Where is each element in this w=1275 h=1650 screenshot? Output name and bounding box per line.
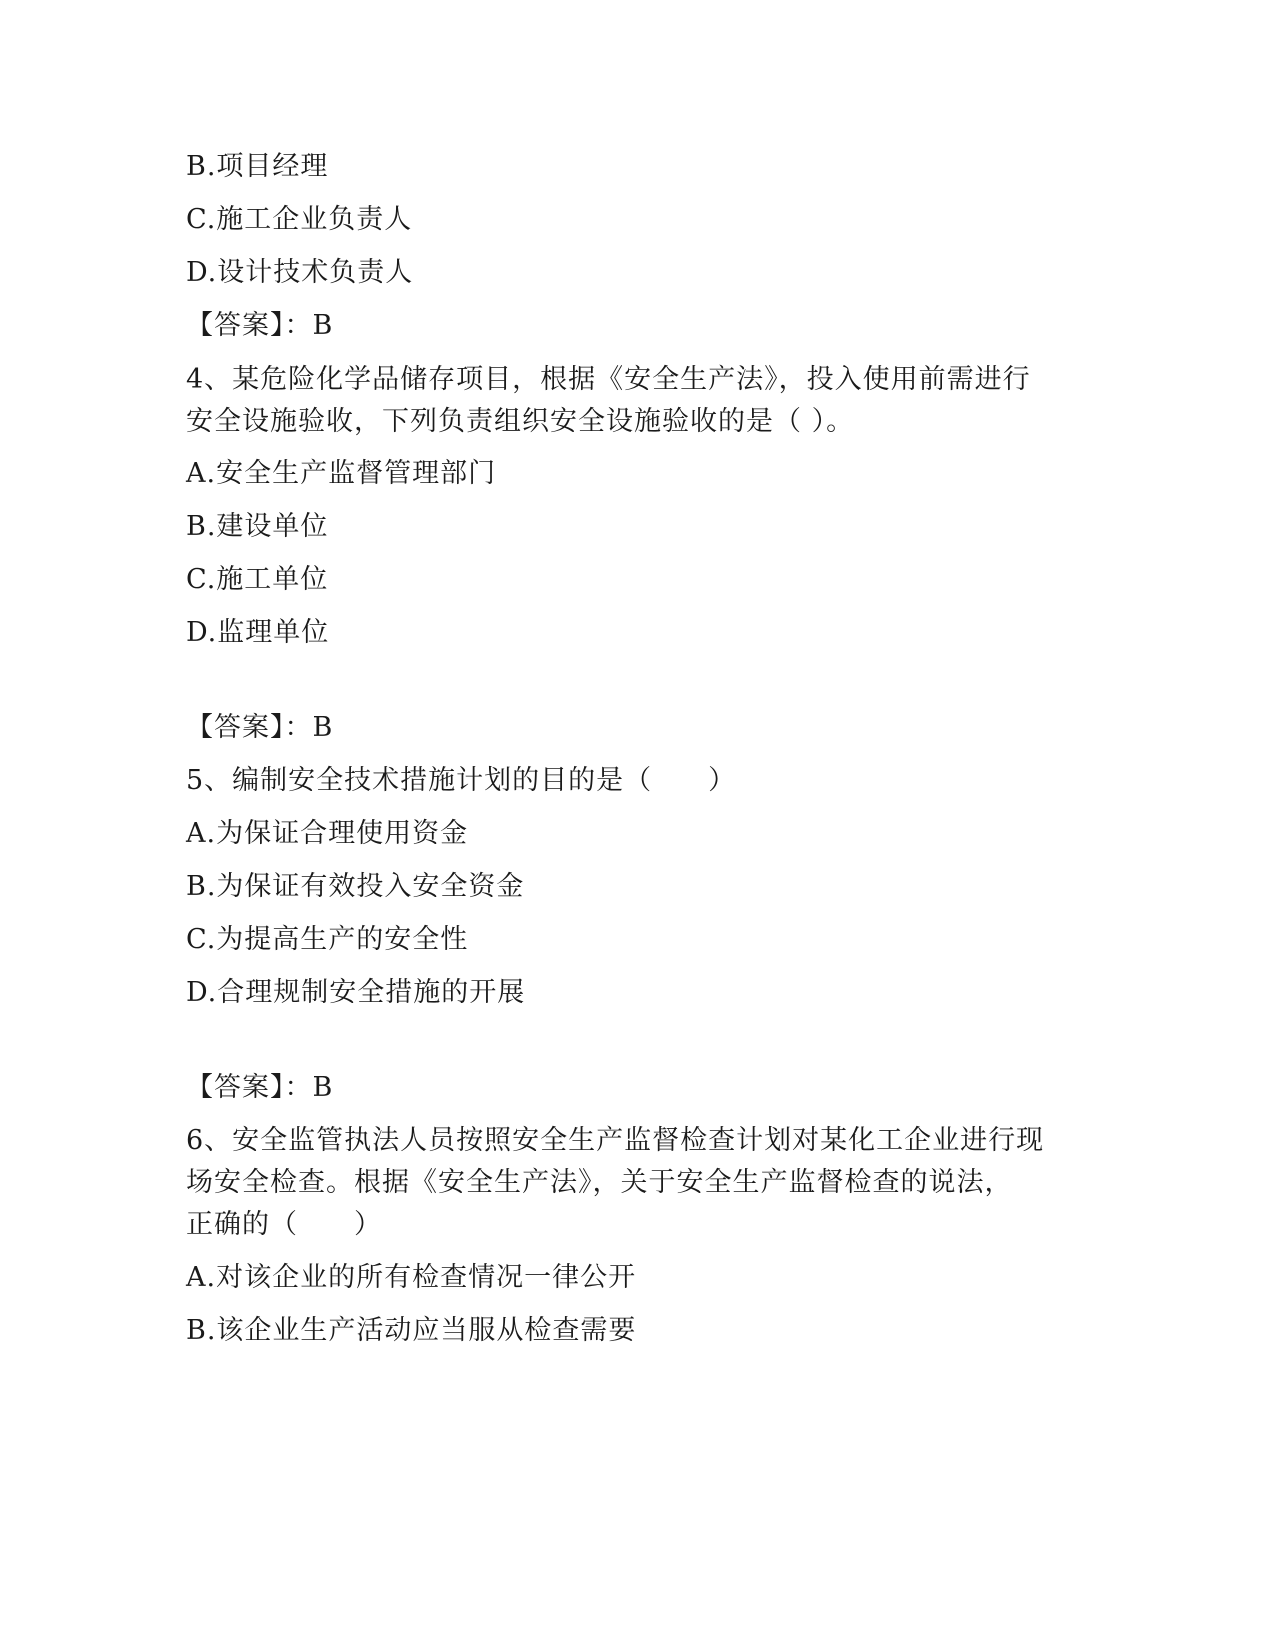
q4-option-a: A.安全生产监督管理部门 bbox=[186, 458, 497, 489]
q5-option-b: B.为保证有效投入安全资金 bbox=[186, 871, 525, 902]
q4-option-c: C.施工单位 bbox=[186, 564, 329, 595]
q5-option-d: D.合理规制安全措施的开展 bbox=[186, 977, 526, 1008]
q3-option-c: C.施工企业负责人 bbox=[186, 204, 413, 235]
q4-question-line-2: 安全设施验收，下列负责组织安全设施验收的是（ ）。 bbox=[186, 406, 855, 437]
q5-question: 5、编制安全技术措施计划的目的是（ ） bbox=[186, 765, 737, 796]
q6-question-line-3: 正确的（ ） bbox=[186, 1209, 382, 1240]
q4-option-b: B.建设单位 bbox=[186, 511, 329, 542]
q3-option-b: B.项目经理 bbox=[186, 151, 329, 182]
q5-answer: 【答案】：B bbox=[186, 1072, 334, 1103]
q3-option-d: D.设计技术负责人 bbox=[186, 257, 414, 288]
q6-option-a: A.对该企业的所有检查情况一律公开 bbox=[186, 1262, 637, 1293]
q6-question-line-2: 场安全检查。根据《安全生产法》，关于安全生产监督检查的说法， bbox=[186, 1167, 1013, 1198]
q5-option-c: C.为提高生产的安全性 bbox=[186, 924, 469, 955]
q4-question-line-1: 4、某危险化学品储存项目，根据《安全生产法》，投入使用前需进行 bbox=[186, 364, 1031, 395]
q3-answer: 【答案】：B bbox=[186, 310, 334, 341]
q6-option-b: B.该企业生产活动应当服从检查需要 bbox=[186, 1315, 637, 1346]
q6-question-line-1: 6、安全监管执法人员按照安全生产监督检查计划对某化工企业进行现 bbox=[186, 1125, 1045, 1156]
q4-option-d: D.监理单位 bbox=[186, 617, 330, 648]
q5-option-a: A.为保证合理使用资金 bbox=[186, 818, 469, 849]
q4-answer: 【答案】：B bbox=[186, 712, 334, 743]
